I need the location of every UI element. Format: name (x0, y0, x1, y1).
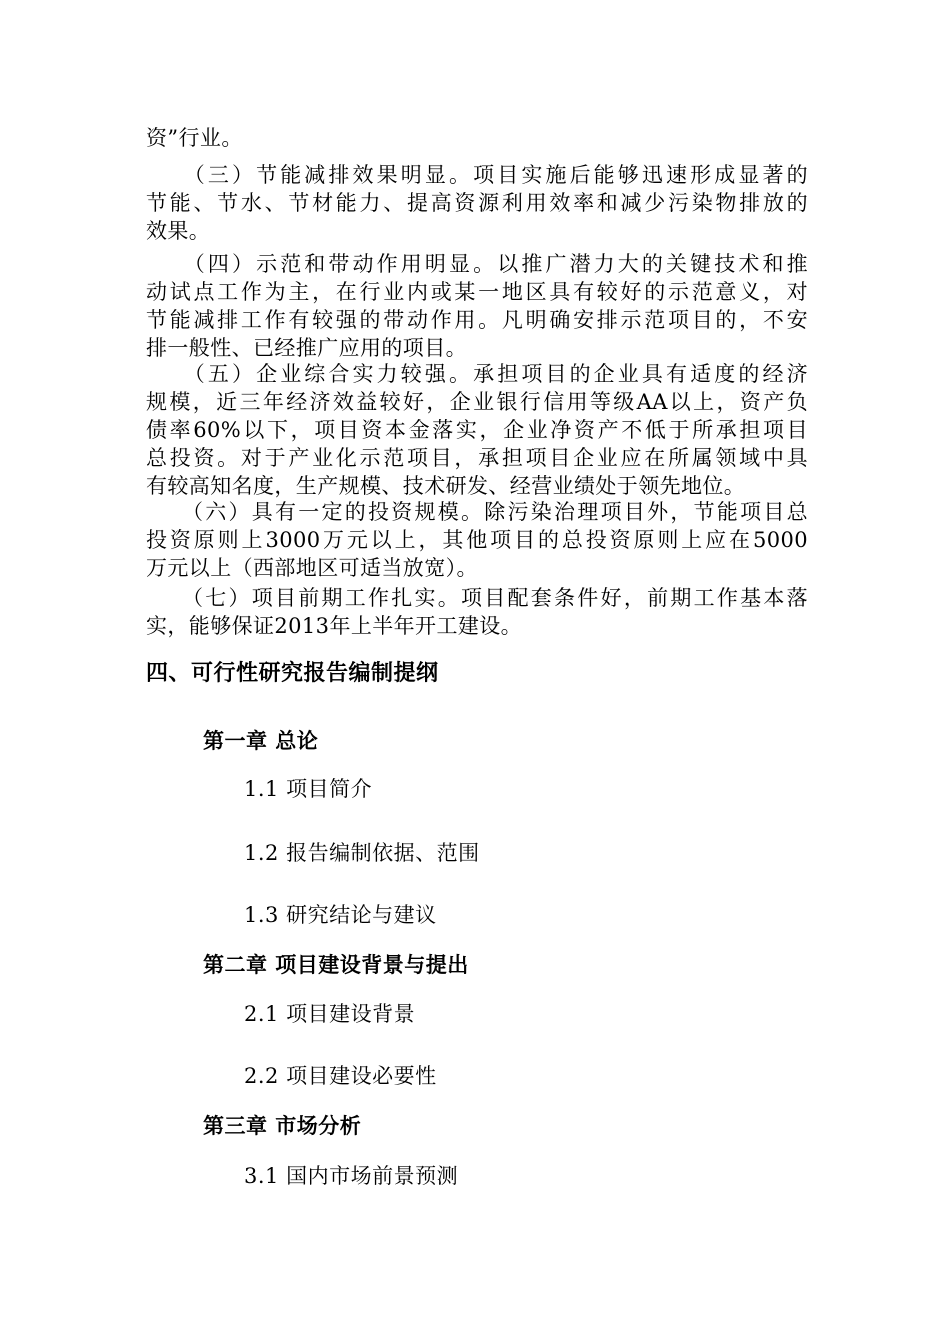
text-line: 规模，近三年经济效益较好，企业银行信用等级AA以上，资产负 (146, 390, 808, 414)
text-line: （五）企业综合实力较强。承担项目的企业具有适度的经济 (146, 362, 808, 386)
outline-item: 3.1 国内市场前景预测 (244, 1164, 459, 1188)
text-line: 资”行业。 (146, 126, 243, 150)
text-line: 节能、节水、节材能力、提高资源利用效率和减少污染物排放的 (146, 191, 808, 215)
text-line: 排一般性、已经推广应用的项目。 (146, 336, 467, 360)
text-line: （七）项目前期工作扎实。项目配套条件好，前期工作基本落 (146, 586, 808, 610)
outline-item: 2.1 项目建设背景 (244, 1002, 416, 1026)
chapter-title: 第三章 市场分析 (203, 1113, 362, 1138)
paragraph-continuation (146, 124, 808, 152)
outline-item: 1.1 项目简介 (244, 777, 373, 801)
chapter-title: 第一章 总论 (203, 728, 319, 753)
text-line: 动试点工作为主，在行业内或某一地区具有较好的示范意义，对 (146, 280, 808, 304)
outline-item: 2.2 项目建设必要性 (244, 1064, 437, 1088)
text-line: 总投资。对于产业化示范项目，承担项目企业应在所属领域中具 (146, 446, 808, 470)
paragraph-demonstration (146, 250, 808, 362)
text-line: 实，能够保证2013年上半年开工建设。 (146, 614, 523, 638)
text-line: （六）具有一定的投资规模。除污染治理项目外，节能项目总 (146, 500, 808, 524)
paragraph-energy-saving (146, 161, 808, 245)
paragraph-preliminary-work (146, 584, 808, 640)
text-line: 效果。 (146, 219, 211, 243)
text-line: 投资原则上3000万元以上，其他项目的总投资原则上应在5000 (146, 528, 808, 552)
chapter-title: 第二章 项目建设背景与提出 (203, 952, 469, 977)
paragraph-enterprise-strength (146, 360, 808, 500)
paragraph-investment-scale (146, 498, 808, 582)
text-line: 万元以上（西部地区可适当放宽）。 (146, 556, 478, 580)
text-line: （四）示范和带动作用明显。以推广潜力大的关键技术和推 (146, 252, 808, 276)
text-line: （三）节能减排效果明显。项目实施后能够迅速形成显著的 (146, 163, 808, 187)
section-heading: 四、可行性研究报告编制提纲 (146, 660, 439, 686)
text-line: 债率60%以下，项目资本金落实，企业净资产不低于所承担项目 (146, 418, 808, 442)
text-line: 有较高知名度，生产规模、技术研发、经营业绩处于领先地位。 (146, 474, 746, 498)
outline-item: 1.2 报告编制依据、范围 (244, 841, 480, 865)
outline-item: 1.3 研究结论与建议 (244, 903, 437, 927)
text-line: 节能减排工作有较强的带动作用。凡明确安排示范项目的，不安 (146, 308, 808, 332)
